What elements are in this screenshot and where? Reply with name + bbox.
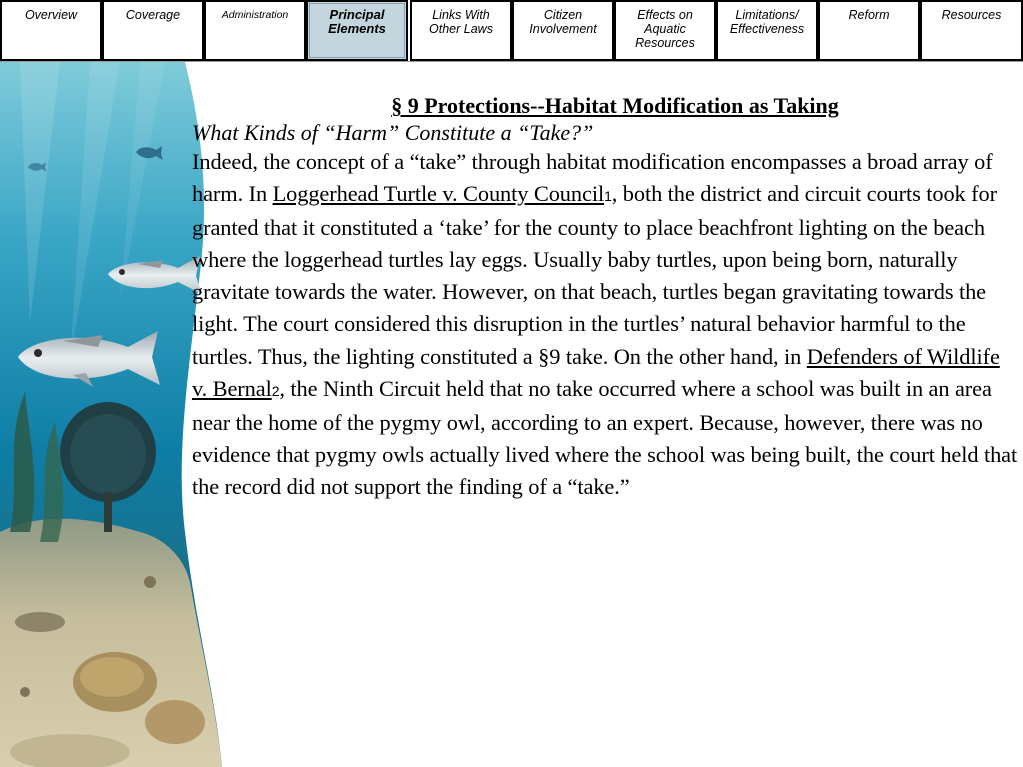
nav-tab-principal-elements[interactable]: Principal Elements	[306, 0, 408, 61]
nav-tab-reform[interactable]: Reform	[818, 0, 920, 61]
nav-tab-citizen-involvement[interactable]: Citizen Involvement	[512, 0, 614, 61]
nav-tab-resources[interactable]: Resources	[920, 0, 1023, 61]
slide-content	[192, 92, 1018, 503]
body-text-part-2: , both the district and circuit courts took for granted that it constituted a ‘take’ for the county to place beachfront lighting on the beach where the loggerhead turtles lay eggs. Usually baby turtles, upon being born, naturally gravitate towards the water. However, on that beach, turtles began gravitating towards the light. The court considered this disruption in the turtles’ natural behavior harmful to the turtles. Thus, the lighting constituted a §9 take. On the other hand, in	[192, 181, 997, 369]
slide-subheading: What Kinds of “Harm” Constitute a “Take?”	[192, 120, 594, 145]
footnote-marker-2: 2	[271, 382, 280, 399]
top-navigation	[0, 0, 1023, 62]
nav-tab-links-with-other-laws[interactable]: Links With Other Laws	[410, 0, 512, 61]
footnote-marker-1: 1	[604, 188, 612, 205]
nav-tab-overview[interactable]: Overview	[0, 0, 102, 61]
body-text-part-1: Indeed, the concept of a “take” through habitat modification encompasses a broad array of harm. In	[192, 149, 993, 207]
nav-tab-coverage[interactable]: Coverage	[102, 0, 204, 61]
nav-tab-administration[interactable]: Administration	[204, 0, 306, 61]
nav-tab-effects-on-aquatic[interactable]: Effects on Aquatic Resources	[614, 0, 716, 61]
body-text-part-3: , the Ninth Circuit held that no take occurred where a school was built in an area near the home of the pygmy owl, according to an expert. Because, however, there was no evidence that pygmy owls actually lived where the school was being built, the court held that the record did not support the finding of a “take.”	[192, 375, 1018, 499]
nav-tab-limitations[interactable]: Limitations/ Effectiveness	[716, 0, 818, 61]
case-link-loggerhead[interactable]: Loggerhead Turtle v. County Council	[272, 181, 605, 207]
slide-title: § 9 Protections--Habitat Modification as Taking	[391, 93, 839, 118]
slide-body	[192, 146, 1018, 503]
case-link-defenders[interactable]: Defenders of Wildlife v. Bernal	[192, 343, 1000, 401]
